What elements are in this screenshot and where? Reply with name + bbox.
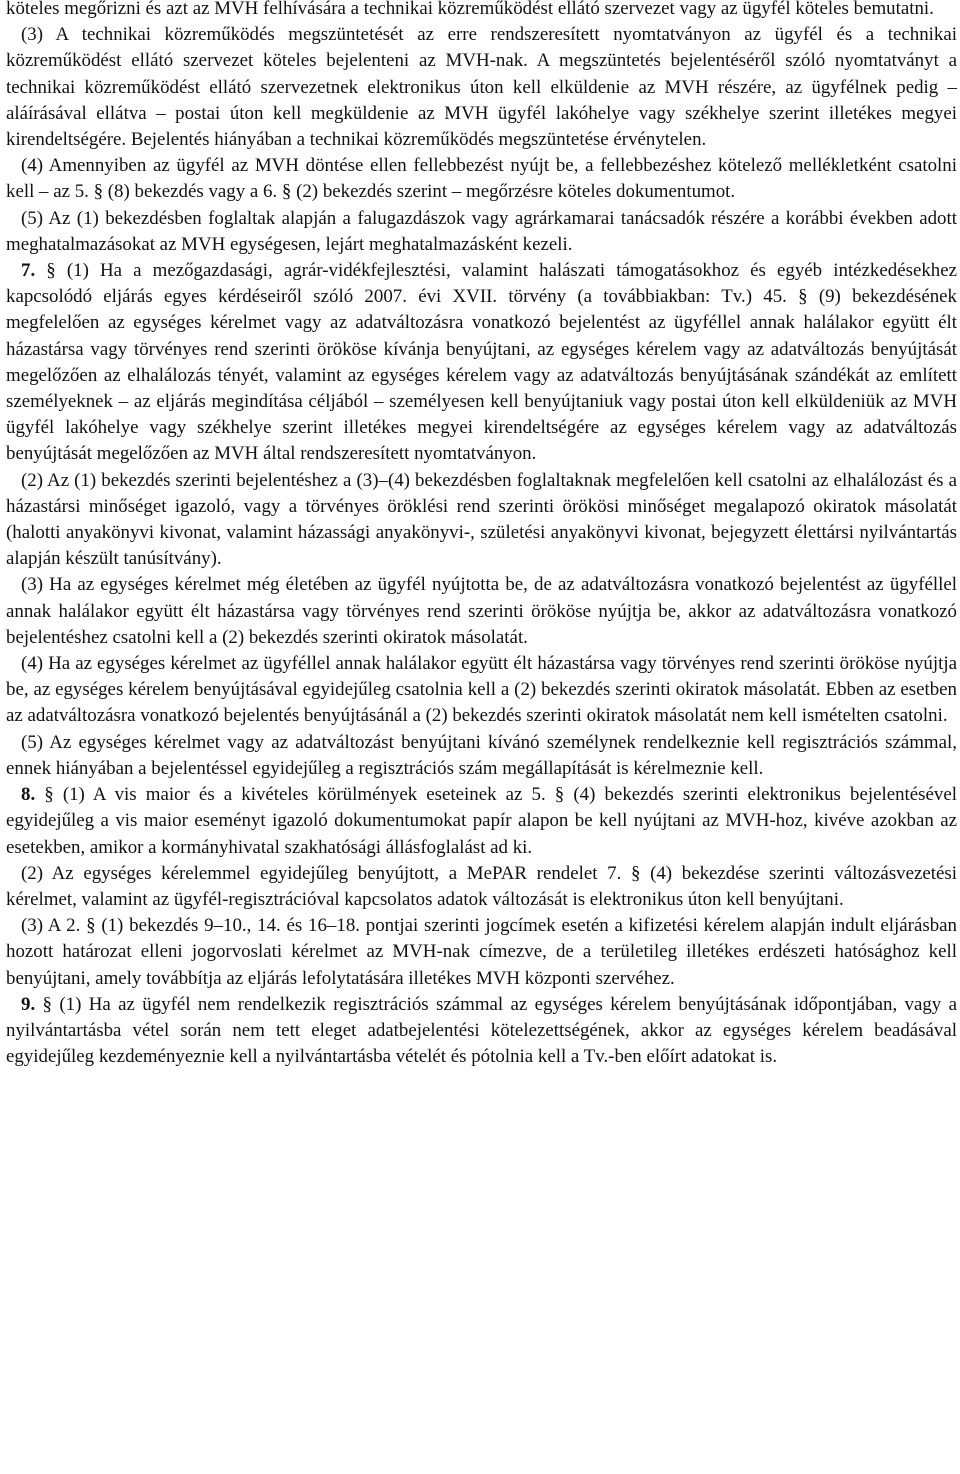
paragraph xyxy=(6,572,957,651)
paragraph xyxy=(6,861,957,913)
paragraph xyxy=(6,468,957,573)
paragraph-text: § (1) Ha a mezőgazdasági, agrár-vidékfejlesztési, valamint halászati támogatásokhoz és egyéb intézkedésekhez kapcsolódó eljárás egyes kérdéseiről szóló 2007. évi XVII. törvény (a továbbiakban: Tv.) 45. § (9) bekezdésének megfelelően az egységes kérelmet vagy az adatváltozásra vonatkozó bejelentést az ügyféllel annak halálakor együtt élt házastársa vagy törvényes rend szerinti örököse kívánja benyújtani, az egységes kérelem vagy az adatváltozás benyújtását megelőzően az elhalálozás tényét, valamint az egységes kérelem vagy az adatváltozás benyújtásának szándékát az említett személyeknek – az eljárás megindítása céljából – személyesen kell benyújtaniuk vagy postai úton kell elküldeniük az MVH ügyfél lakóhelye vagy székhelye szerint illetékes megyei kirendeltségére az egységes kérelem vagy az adatváltozás benyújtását megelőzően az MVH által rendszeresített nyomtatványon. xyxy=(6,260,957,465)
section-number: 9. xyxy=(21,993,36,1015)
paragraph xyxy=(6,0,957,22)
paragraph-text: § (1) A vis maior és a kivételes körülmények eseteinek az 5. § (4) bekezdés szerinti elektronikus bejelentésével egyidejűleg a vis maior eseményt igazoló dokumentumokat papír alapon be kell nyújtani az MVH-hoz, kivéve azokban az esetekben, amikor a kormányhivatal szakhatósági állásfoglalást ad ki. xyxy=(6,784,957,858)
paragraph-text: (3) A 2. § (1) bekezdés 9–10., 14. és 16–18. pontjai szerinti jogcímek esetén a kifizetési kérelem alapján indult eljárásban hozott határozat elleni jogorvoslati kérelmet az MVH-nak címezve, de a területileg illetékes erdészeti hatósághoz kell benyújtani, amely továbbítja az eljárás lefolytatására illetékes MVH központi szervéhez. xyxy=(6,915,957,989)
paragraph xyxy=(6,730,957,782)
paragraph xyxy=(6,913,957,992)
section-7-paragraph xyxy=(6,258,957,468)
paragraph-text: (2) Az (1) bekezdés szerinti bejelentéshez a (3)–(4) bekezdésben foglaltaknak megfelelően kell csatolni az elhalálozást és a házastársi minőséget igazoló, vagy a törvényes öröklési rend szerinti örökösi minőséget megalapozó okiratok másolatát (halotti anyakönyvi kivonat, valamint házassági anyakönyvi-, születési anyakönyvi kivonat, bejegyzett élettársi nyilvántartás alapján készült tanúsítvány). xyxy=(6,469,957,570)
paragraph-text: (5) Az (1) bekezdésben foglaltak alapján a falugazdászok vagy agrárkamarai tanácsadók részére a korábbi években adott meghatalmazásokat az MVH egységesen, lejárt meghatalmazásként kezeli. xyxy=(6,207,957,255)
section-number: 7. xyxy=(21,260,36,282)
paragraph-text: § (1) Ha az ügyfél nem rendelkezik regisztrációs számmal az egységes kérelem benyújtásának időpontjában, vagy a nyilvántartásba vétel során nem tett eleget adatbejelentési kötelezettségének, akkor az egységes kérelem beadásával egyidejűleg kezdeményeznie kell a nyilvántartásba vételét és pótolnia kell a Tv.-ben előírt adatokat is. xyxy=(6,993,957,1068)
section-8-paragraph xyxy=(6,782,957,861)
paragraph-text: köteles megőrizni és azt az MVH felhívására a technikai közreműködést ellátó szervezet vagy az ügyfél köteles bemutatni. xyxy=(6,0,934,19)
paragraph xyxy=(6,153,957,205)
paragraph-text: (2) Az egységes kérelemmel egyidejűleg benyújtott, a MePAR rendelet 7. § (4) bekezdése szerinti változásvezetési kérelmet, valamint az ügyfél-regisztrációval kapcsolatos adatok változását is elektronikus úton kell benyújtani. xyxy=(6,862,957,910)
paragraph-text: (3) Ha az egységes kérelmet még életében az ügyfél nyújtotta be, de az adatváltozásra vonatkozó bejelentést az ügyféllel annak halálakor együtt élt házastársa vagy törvényes rend szerinti örököse nyújtja be, akkor az adatváltozásra vonatkozó bejelentéshez csatolni kell a (2) bekezdés szerinti okiratok másolatát. xyxy=(6,574,957,648)
paragraph-text: (4) Amennyiben az ügyfél az MVH döntése ellen fellebbezést nyújt be, a fellebbezéshez kötelező mellékletként csatolni kell – az 5. § (8) bekezdés vagy a 6. § (2) bekezdés szerint – megőrzésre köteles dokumentumot. xyxy=(6,155,957,203)
paragraph-text: (4) Ha az egységes kérelmet az ügyféllel annak halálakor együtt élt házastársa vagy törvényes rend szerinti örököse nyújtja be, az egységes kérelem benyújtásával egyidejűleg csatolnia kell a (2) bekezdés szerinti okiratok másolatát. Ebben az esetben az adatváltozásra vonatkozó bejelentés benyújtásánál a (2) bekezdés szerinti okiratok másolatát nem kell ismételten csatolni. xyxy=(6,653,957,727)
paragraph-text: (3) A technikai közreműködés megszüntetését az erre rendszeresített nyomtatványon az ügyfél és a technikai közreműködést ellátó szervezet köteles bejelenteni az MVH-nak. A megszüntetés bejelentéséről szóló nyomtatványt a technikai közreműködést ellátó szervezetnek elektronikus úton kell elküldenie az MVH részére, az ügyfélnek pedig – aláírásával ellátva – postai úton kell megküldenie az MVH ügyfél lakóhelye vagy székhelye szerint illetékes megyei kirendeltségére. Bejelentés hiányában a technikai közreműködés megszüntetése érvénytelen. xyxy=(6,24,957,151)
section-number: 8. xyxy=(21,784,36,806)
paragraph-text: (5) Az egységes kérelmet vagy az adatváltozást benyújtani kívánó személynek rendelkeznie kell regisztrációs számmal, ennek hiányában a bejelentéssel egyidejűleg a regisztrációs szám megállapítását is kérelmeznie kell. xyxy=(6,731,957,779)
paragraph xyxy=(6,206,957,258)
section-9-paragraph xyxy=(6,992,957,1071)
paragraph xyxy=(6,22,957,153)
paragraph xyxy=(6,651,957,730)
